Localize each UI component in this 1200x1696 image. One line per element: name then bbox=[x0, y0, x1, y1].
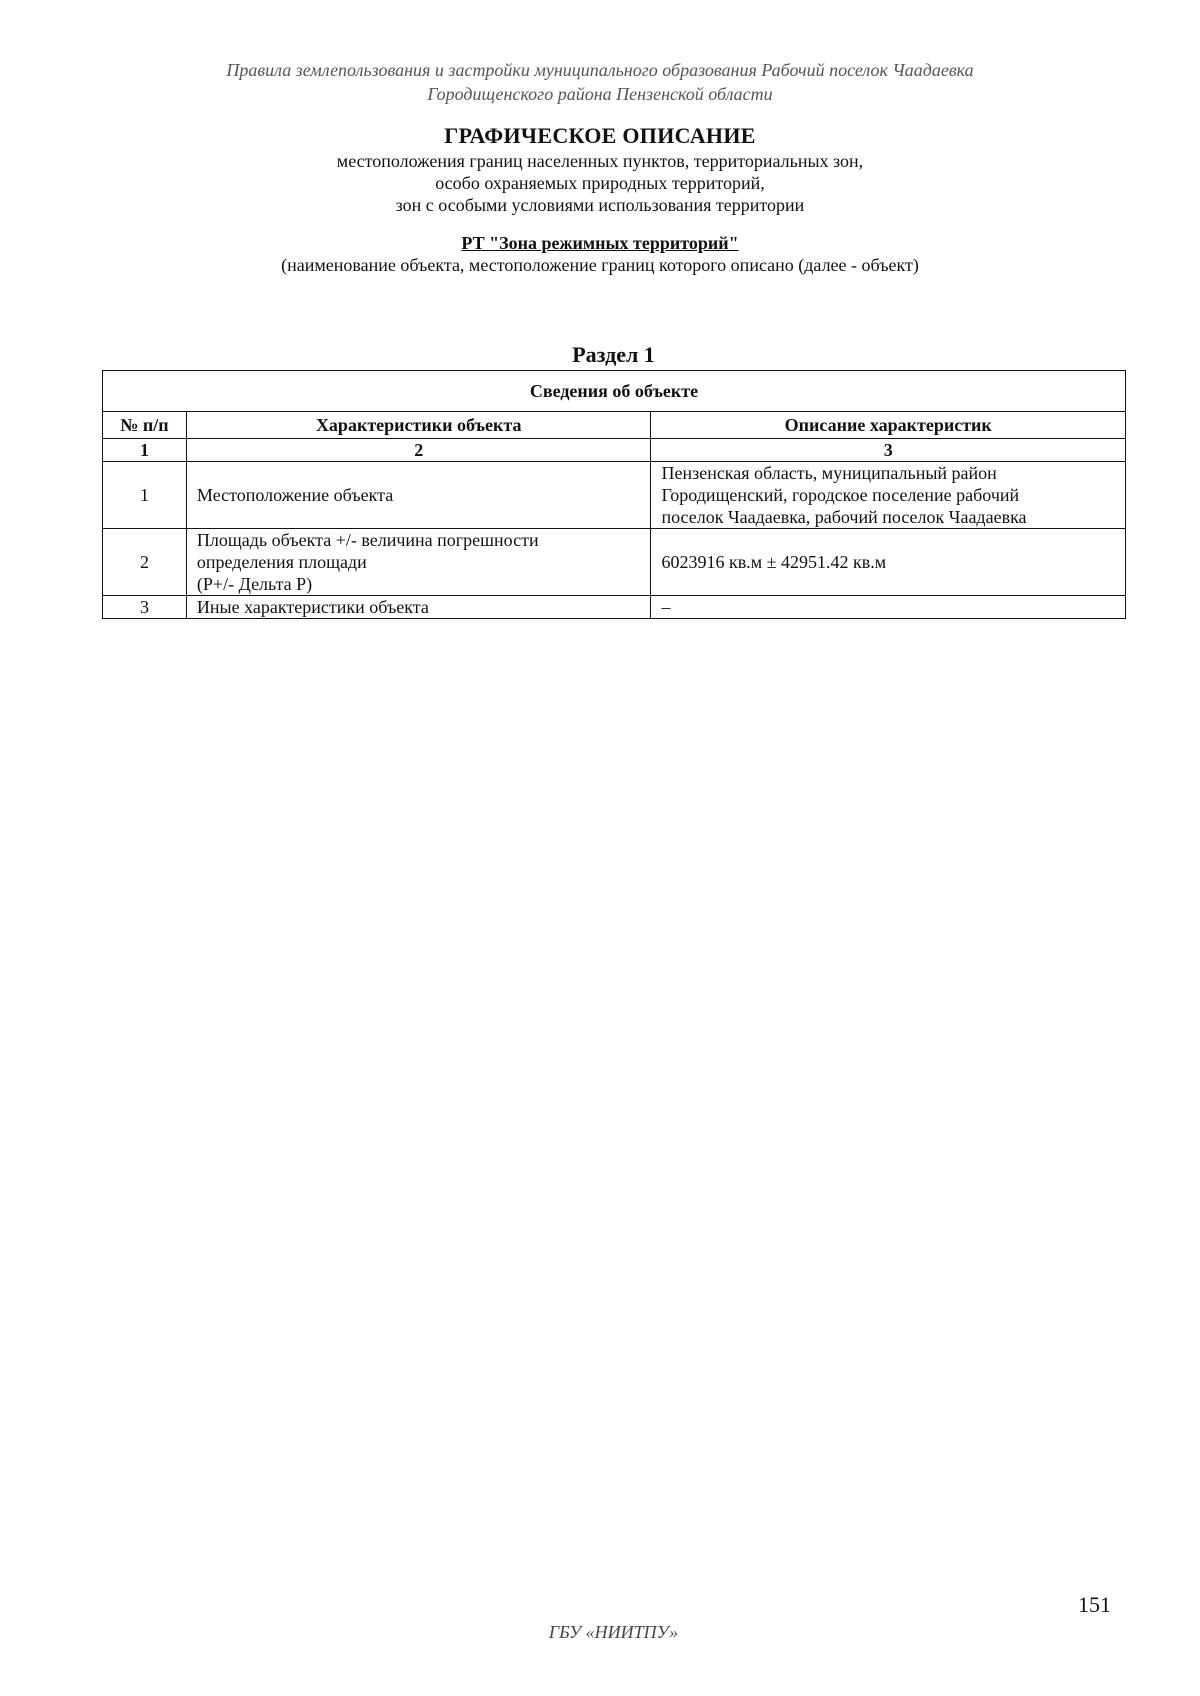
column-header-characteristic: Характеристики объекта bbox=[186, 412, 651, 439]
table-row bbox=[103, 462, 1126, 529]
table-row bbox=[103, 596, 1126, 619]
column-header-number: № п/п bbox=[103, 412, 187, 439]
row-number: 2 bbox=[103, 529, 187, 596]
row-number: 1 bbox=[103, 462, 187, 529]
table-caption-row bbox=[103, 371, 1126, 412]
column-number-row bbox=[103, 439, 1126, 462]
row-description-line: – bbox=[661, 597, 671, 617]
running-footer: ГБУ «НИИТПУ» bbox=[548, 1622, 679, 1642]
section-title: Раздел 1 bbox=[572, 342, 655, 367]
running-header-line-1: Правила землепользования и застройки муниципального образования Рабочий поселок Чаадаевка bbox=[226, 60, 974, 80]
row-description-line: Пензенская область, муниципальный район bbox=[661, 463, 997, 483]
row-characteristic-line: определения площади bbox=[196, 552, 367, 572]
row-characteristic-line: (Р+/- Дельта Р) bbox=[196, 574, 313, 594]
row-number: 3 bbox=[103, 596, 187, 619]
row-description bbox=[651, 529, 1126, 596]
column-number-2: 2 bbox=[186, 439, 651, 462]
page-number: 151 bbox=[1078, 1592, 1111, 1617]
title-block bbox=[0, 122, 1200, 276]
table-caption: Сведения об объекте bbox=[103, 371, 1126, 412]
row-description bbox=[651, 462, 1126, 529]
table-row bbox=[103, 529, 1126, 596]
document-subtitle-line-3: зон с особыми условиями использования территории bbox=[395, 195, 805, 215]
column-number-1: 1 bbox=[103, 439, 187, 462]
object-name: РТ "Зона режимных территорий" bbox=[461, 233, 739, 253]
document-subtitle-line-2: особо охраняемых природных территорий, bbox=[435, 173, 765, 193]
object-info-table bbox=[102, 370, 1126, 619]
document-title: ГРАФИЧЕСКОЕ ОПИСАНИЕ bbox=[444, 123, 756, 148]
running-header bbox=[0, 58, 1200, 106]
document-subtitle-line-1: местоположения границ населенных пунктов, территориальных зон, bbox=[336, 151, 864, 171]
table-header-row bbox=[103, 412, 1126, 439]
row-characteristic bbox=[186, 596, 651, 619]
row-characteristic bbox=[186, 462, 651, 529]
column-number-3: 3 bbox=[651, 439, 1126, 462]
row-characteristic-line: Площадь объекта +/- величина погрешности bbox=[196, 530, 539, 550]
column-header-description: Описание характеристик bbox=[651, 412, 1126, 439]
row-description-line: поселок Чаадаевка, рабочий поселок Чаадаевка bbox=[661, 507, 1027, 527]
object-name-note: (наименование объекта, местоположение границ которого описано (далее - объект) bbox=[281, 255, 919, 275]
row-characteristic-line: Местоположение объекта bbox=[196, 485, 394, 505]
running-header-line-2: Городищенского района Пензенской области bbox=[427, 84, 773, 104]
row-description-line: Городищенский, городское поселение рабочий bbox=[661, 485, 1020, 505]
row-characteristic-line: Иные характеристики объекта bbox=[196, 597, 429, 617]
row-description-line: 6023916 кв.м ± 42951.42 кв.м bbox=[661, 552, 887, 572]
row-description bbox=[651, 596, 1126, 619]
row-characteristic bbox=[186, 529, 651, 596]
